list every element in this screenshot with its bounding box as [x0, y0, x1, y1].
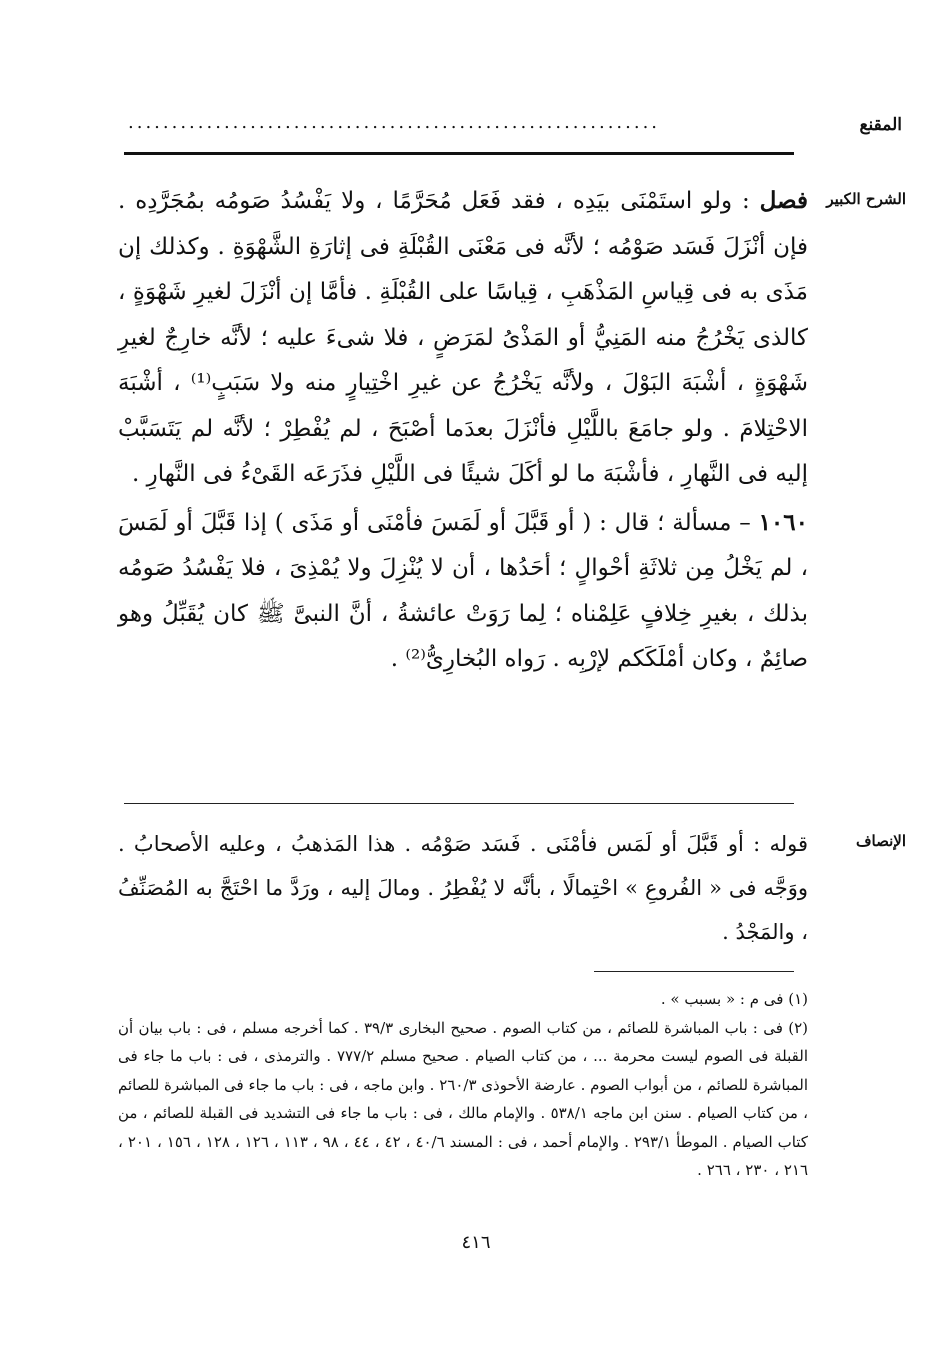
section-lead-word: فصل: [759, 187, 808, 214]
masala-number: ١٠٦٠: [758, 508, 808, 536]
page-number: ٤١٦: [461, 1232, 491, 1253]
insaf-paragraph: قوله : أو قَبَّلَ أو لَمَس فأمْنَى . فَسَد صَوْمُه . هذا المَذهبُ ، وعليه الأصحابُ . ووَجَّه فى « الفُروعِ » احْتِمالًا ، بأنَّه لا يُفْطِرُ . ومالَ إليه ، ورَدَّ ما احْتَجَّ به المُصَنِّفُ ، والمَجْدُ .: [118, 832, 808, 944]
margin-label-insaf: الإنصاف: [855, 832, 906, 850]
header-rule: [124, 152, 794, 155]
paragraph-fasl: [118, 178, 808, 498]
footnote-1: (١) فى م : « بسبب » .: [660, 990, 808, 1008]
paragraph-masala: [118, 500, 808, 683]
footnote-rule: [594, 971, 794, 972]
header-dotted-leader: .............................................................: [128, 112, 661, 133]
margin-label-sharh: الشرح الكبير: [826, 190, 906, 208]
running-head: المقنع: [859, 115, 902, 135]
section-divider: [124, 803, 794, 804]
paragraph-masala-body: – مسألة ؛ قال : ( أو قَبَّلَ أو لَمَسَ فأمْنَى أو مَذَى ) إذا قَبَّلَ أو لَمَسَ ، لم يَخْلُ مِن ثلاثَةِ أحْوالٍ ؛ أحَدُها ، أن لا يُنْزِلَ ولا يُمْذِىَ ، فلا يَفْسُدُ صَومُه بذلك ، بغيرِ خِلافٍ عَلِمْناه ؛ لِما رَوَتْ عائشةُ ، أنَّ النبىَّ ﷺ كان يُقَبِّلُ وهو صائِمٌ ، وكان أمْلَكَكم لإرْبِه . رَواه البُخارِىُّ⁽²⁾ .: [118, 509, 808, 672]
footnote-2: (٢) فى : باب المباشرة للصائم ، من كتاب الصوم . صحيح البخارى ٣٩/٣ . كما أخرجه مسلم ، فى : باب بيان أن القبلة فى الصوم ليست محرمة ... ، من كتاب الصيام . صحيح مسلم ٧٧٧/٢ . والترمذى ، فى : باب ما جاء فى المباشرة للصائم ، من أبواب الصوم . عارضة الأحوذى ٢٦٠/٣ . وابن ماجه ، فى : باب ما جاء فى المباشرة للصائم ، من كتاب الصيام . سنن ابن ماجه ٥٣٨/١ . والإمام مالك ، فى : باب ما جاء فى التشديد فى القبلة للصائم ، من كتاب الصيام . الموطأ ٢٩٣/١ . والإمام أحمد ، فى : المسند ٤٠/٦ ، ٤٢ ، ٤٤ ، ٩٨ ، ١١٣ ، ١٢٦ ، ١٢٨ ، ١٥٦ ، ٢٠١ ، ٢١٦ ، ٢٣٠ ، ٢٦٦ .: [118, 1018, 809, 1179]
insaf-text-block: [118, 822, 808, 954]
footnotes-block: [118, 985, 808, 1185]
main-text-block: [118, 178, 808, 683]
paragraph-fasl-body: : ولو استَمْنَى بيَدِه ، فقد فَعَل مُحَرَّمًا ، ولا يَفْسُدُ صَومُه بمُجَرَّدِه . فإن أنْزَلَ فَسَد صَوْمُه ؛ لأنَّه فى مَعْنَى القُبْلَةِ فى إثارَةِ الشَّهْوَةِ . وكذلك إن مَذَى به فى قِياسِ المَذْهَبِ ، قِياسًا على القُبْلَةِ . فأمَّا إن أنْزَلَ لغيرِ شَهْوَةٍ ، كالذى يَخْرُجُ منه المَنِيُّ أو المَذْىُ لمَرَضٍ ، فلا شىءَ عليه ؛ لأنَّه خارِجٌ لغيرِ شَهْوَةٍ ، أشْبَهَ البَوْلَ ، ولأنَّه يَخْرُجُ عن غيرِ اخْتِيارٍ منه ولا سَبَبٍ⁽¹⁾ ، أشْبَهَ الاحْتِلامَ . ولو جامَعَ باللَّيْلِ فأنْزَلَ بعدَما أصْبَحَ ، لم يُفْطِرْ ؛ لأنَّه لم يَتَسَبَّبْ إليه فى النَّهارِ ، فأشْبَهَ ما لو أكَلَ شيئًا فى اللَّيْلِ فذَرَعَه القَىْءُ فى النَّهارِ .: [118, 188, 808, 487]
